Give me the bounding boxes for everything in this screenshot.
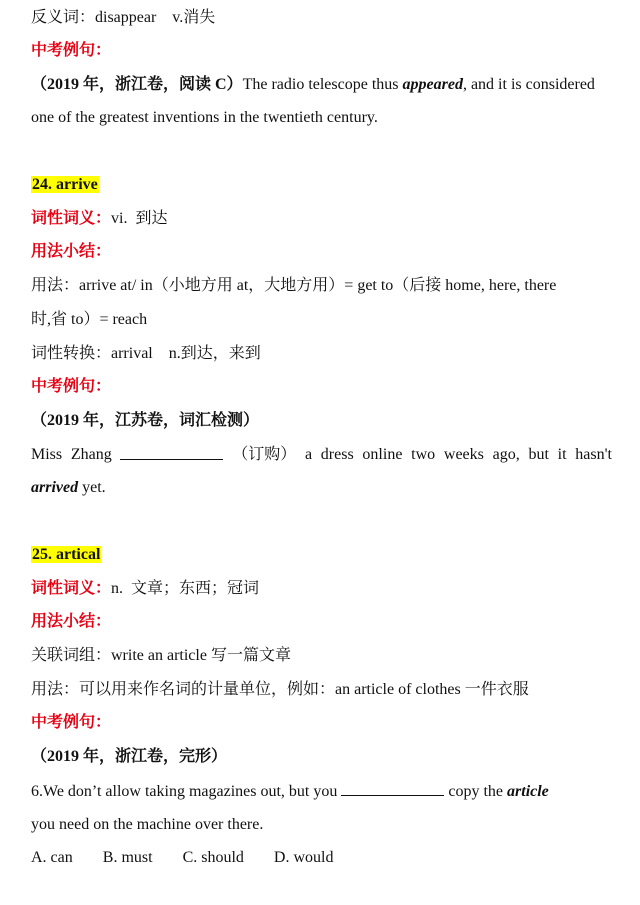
option-c[interactable]: C. should — [182, 849, 244, 866]
example-sentence: （2019 年，浙江卷，阅读 C）The radio telescope thus appeared, and it is considered — [31, 76, 595, 93]
question-24-line1: Miss Zhang （订购） a dress online two weeks ago, but it hasn't — [31, 446, 612, 463]
example-source-25: （2019 年，浙江卷，完形） — [31, 748, 228, 765]
question-25-line1: 6.We don’t allow taking magazines out, but you copy the article — [31, 783, 549, 800]
usage-line-24-1: 用法：arrive at/ in（小地方用 at，大地方用）= get to（后接 home, here, there — [31, 277, 557, 294]
keyword-25: article — [507, 783, 549, 800]
usage-line-24-2: 时,省 to）= reach — [31, 311, 148, 328]
entry-title-25: 25. artical — [32, 546, 101, 563]
entry-25-meaning: 词性词义：n. 文章；东西；冠词 — [31, 580, 260, 597]
example-heading-24: 中考例句： — [31, 378, 112, 395]
usage-heading-24: 用法小结： — [31, 243, 112, 260]
usage-line-25: 用法：可以用来作名词的计量单位，例如：an article of clothes 一件衣服 — [31, 681, 529, 698]
example-sentence-line2: one of the greatest inventions in the twentieth century. — [31, 109, 378, 126]
example-keyword: appeared — [402, 76, 463, 93]
example-heading: 中考例句： — [31, 42, 112, 59]
entry-24-meaning: 词性词义：vi. 到达 — [31, 210, 168, 227]
question-24-line2: arrived yet. — [31, 479, 106, 496]
answer-blank-24[interactable] — [120, 445, 223, 460]
options-25 — [31, 848, 612, 868]
example-source: （2019 年，浙江卷，阅读 C） — [31, 76, 243, 93]
antonym-line: 反义词：disappear v.消失 — [31, 9, 216, 26]
question-25-line2: you need on the machine over there. — [31, 816, 264, 833]
option-a[interactable]: A. can — [31, 849, 73, 866]
hint-24: （订购） — [232, 446, 297, 463]
option-d[interactable]: D. would — [273, 849, 334, 866]
option-b[interactable]: B. must — [102, 849, 153, 866]
conversion-line-24: 词性转换：arrival n.到达，来到 — [31, 345, 261, 362]
answer-blank-25[interactable] — [341, 781, 444, 796]
usage-heading-25: 用法小结： — [31, 613, 112, 630]
example-heading-25: 中考例句： — [31, 714, 112, 731]
entry-title-24: 24. arrive — [32, 176, 98, 193]
phrase-line-25: 关联词组：write an article 写一篇文章 — [31, 647, 291, 664]
keyword-24: arrived — [31, 479, 79, 496]
example-source-24: （2019 年，江苏卷，词汇检测） — [31, 412, 260, 429]
